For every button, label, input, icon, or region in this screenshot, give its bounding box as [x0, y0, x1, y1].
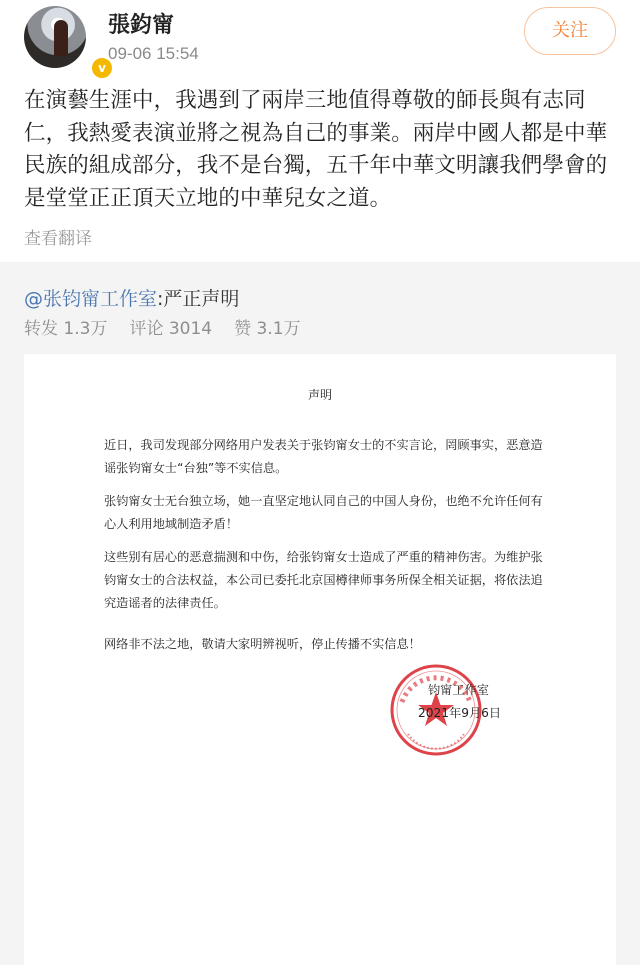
verified-badge-icon: v [90, 56, 114, 80]
mention-link[interactable]: @张钧甯工作室 [24, 288, 158, 310]
repost-stats [24, 314, 301, 339]
statement-paragraph: 近日，我司发现部分网络用户发表关于张钧甯女士的不实言论，罔顾事实，恶意造谣张钧甯女士“台独”等不实信息。 [104, 438, 543, 475]
weibo-post [0, 0, 640, 262]
statement-date: 2021年9月6日 [418, 706, 502, 720]
username[interactable]: 張鈞甯 [108, 13, 175, 38]
statement-paragraph: 网络非不法之地，敬请大家明辨视听，停止传播不实信息！ [104, 637, 421, 651]
translate-link[interactable]: 查看翻译 [24, 229, 92, 249]
like-count[interactable]: 赞 3.1万 [234, 319, 301, 339]
post-text: 在演藝生涯中，我遇到了兩岸三地值得尊敬的師長與有志同仁，我熱愛表演並將之視為自己的事業。兩岸中國人都是中華民族的組成部分，我不是台獨，五千年中華文明讓我們學會的是堂堂正正頂天立地的中華兒女之道。 [24, 88, 608, 211]
comment-count[interactable]: 评论 3014 [129, 319, 213, 339]
repost-count[interactable]: 转发 1.3万 [24, 319, 108, 339]
post-time: 09-06 15:54 [108, 44, 199, 63]
follow-button[interactable]: 关注 [524, 7, 616, 55]
statement-paragraph: 张钧甯女士无台独立场，她一直坚定地认同自己的中国人身份，也绝不允许任何有心人利用地域制造矛盾！ [104, 494, 543, 531]
statement-image[interactable] [24, 354, 616, 965]
repost-source [24, 284, 239, 311]
reposted-content[interactable] [0, 262, 640, 965]
company-signature: 钧甯工作室 [428, 683, 489, 697]
statement-title: 声明 [307, 388, 332, 402]
avatar-figure [54, 20, 68, 56]
avatar[interactable] [24, 6, 106, 75]
repost-title: :严正声明 [157, 288, 240, 310]
statement-paragraph: 这些别有居心的恶意揣测和中伤，给张钧甯女士造成了严重的精神伤害。为维护张钧甯女士的合法权益，本公司已委托北京国樽律师事务所保全相关证据，将依法追究造谣者的法律责任。 [104, 550, 543, 610]
